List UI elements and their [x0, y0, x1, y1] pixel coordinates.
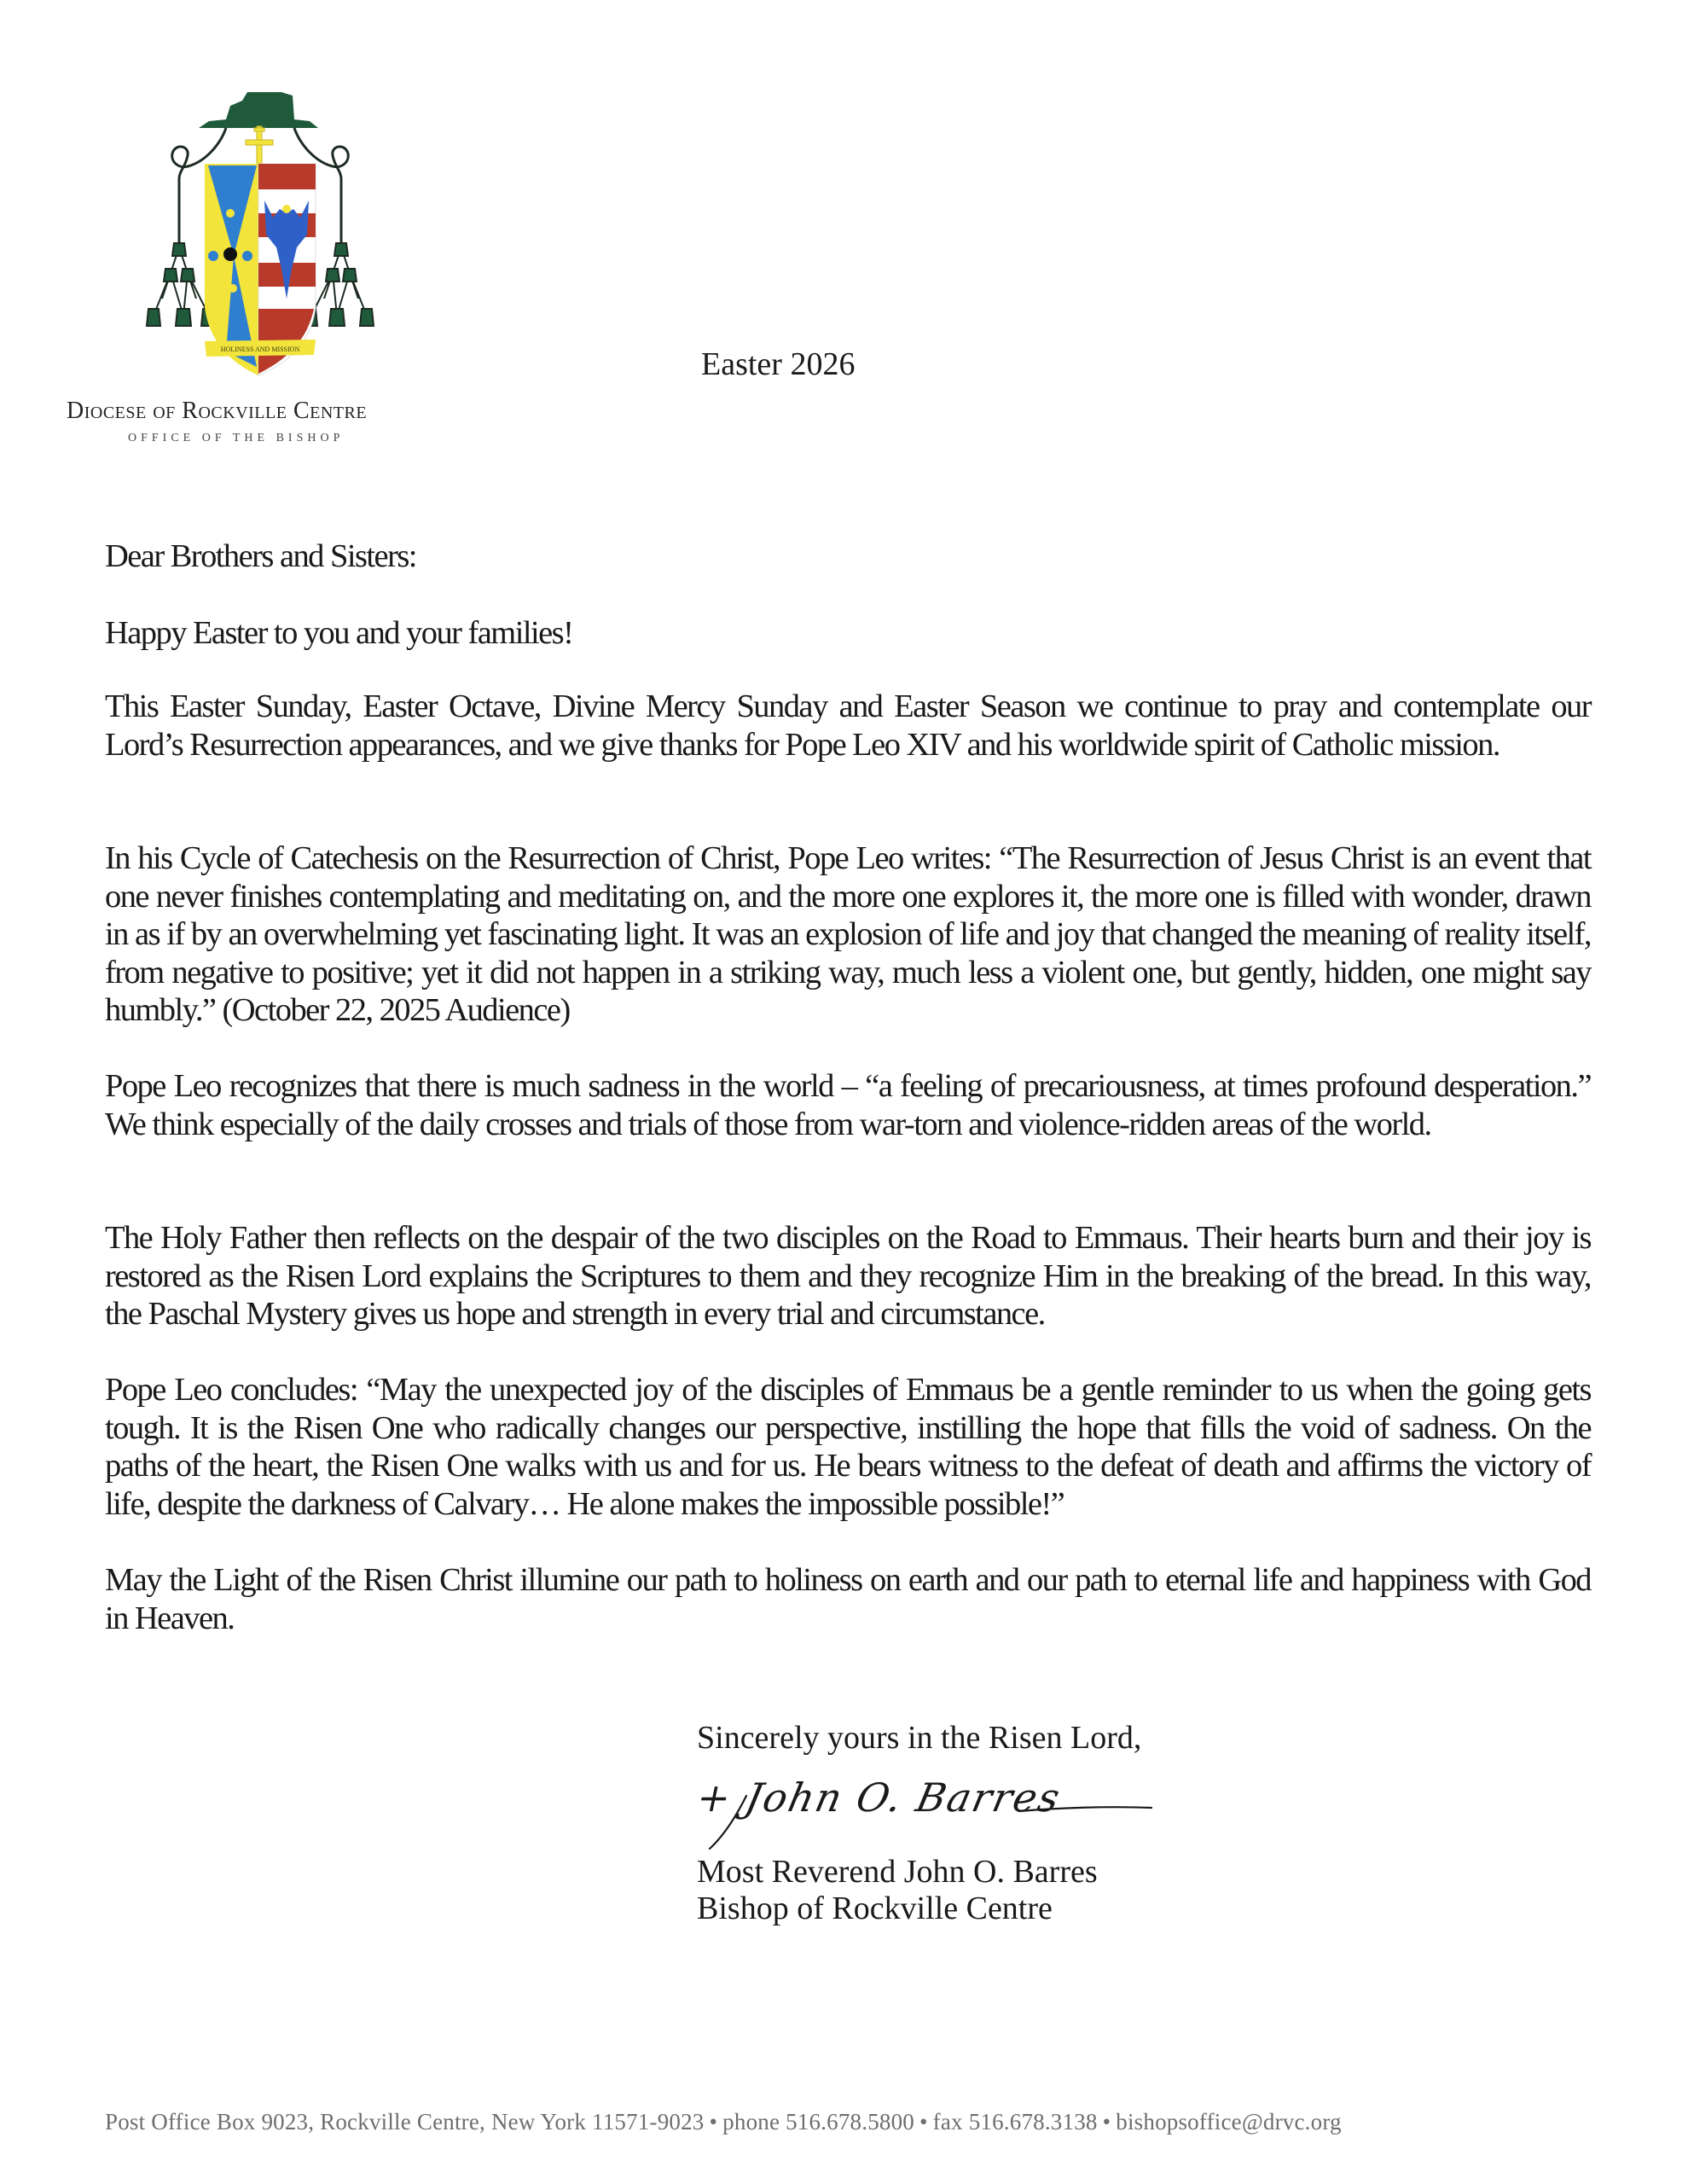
footer-phone: phone 516.678.5800 — [722, 2109, 915, 2135]
signature-flourish — [682, 1770, 1160, 1856]
signatory-name: Most Reverend John O. Barres — [697, 1854, 1098, 1890]
bullet-separator: • — [1102, 2109, 1111, 2135]
valediction: Sincerely yours in the Risen Lord, — [697, 1720, 1142, 1756]
signature-text: + John O. Barres — [693, 1774, 1065, 1821]
paragraph-6: Pope Leo concludes: “May the unexpected joy of the disciples of Emmaus be a gentle reminder to us when the going gets tough. It is the Risen One who radically changes our perspective, instilling the hope that fills the void of sadness. On the paths of the heart, the Risen One walks with us and for us. He bears witness to the defeat of death and affirms the victory of life, despite the darkness of Calvary… He alone makes the impossible possible!” — [105, 1372, 1591, 1522]
motto-scroll — [205, 340, 316, 357]
footer-address: Post Office Box 9023, Rockville Centre, New York 11571-9023 — [105, 2109, 705, 2135]
paragraph-5: The Holy Father then reflects on the despair of the two disciples on the Road to Emmaus. Their hearts burn and their joy is restored as the Risen Lord explains the Scriptures to them and they recognize Him in the breaking of the bread. In this way, the Paschal Mystery gives us hope and strength in every trial and circumstance. — [105, 1220, 1591, 1332]
bullet-separator: • — [709, 2109, 718, 2135]
organization-name: Diocese of Rockville Centre — [67, 398, 368, 424]
footer-contact — [105, 2109, 1342, 2135]
letter-date: Easter 2026 — [701, 346, 856, 382]
footer-fax: fax 516.678.3138 — [932, 2109, 1098, 2135]
salutation: Dear Brothers and Sisters: — [105, 538, 416, 574]
footer-email-link[interactable]: bishopsoffice@drvc.org — [1116, 2109, 1342, 2135]
coat-of-arms-logo — [145, 85, 375, 380]
paragraph-7: May the Light of the Risen Christ illumine our path to holiness on earth and our path to eternal life and happiness with God in Heaven. — [105, 1562, 1591, 1636]
galero-hat-icon — [199, 92, 318, 128]
paragraph-1: Happy Easter to you and your families! — [105, 615, 573, 651]
paragraph-2: This Easter Sunday, Easter Octave, Divine Mercy Sunday and Easter Season we continue to pray and contemplate our Lord’s Resurrection appearances, and we give thanks for Pope Leo XIV and his worldwide spirit of Catholic mission. — [105, 688, 1591, 763]
signatory-title: Bishop of Rockville Centre — [697, 1891, 1053, 1926]
paragraph-3: In his Cycle of Catechesis on the Resurrection of Christ, Pope Leo writes: “The Resurrection of Jesus Christ is an event that one never finishes contemplating and meditating on, and the more one explores it, the more one is filled with wonder, drawn in as if by an overwhelming yet fascinating light. It was an explosion of life and joy that changed the meaning of reality itself, from negative to positive; yet it did not happen in a striking way, much less a violent one, but gently, hidden, one might say humbly.” (October 22, 2025 Audience) — [105, 840, 1591, 1028]
office-name: OFFICE OF THE BISHOP — [128, 432, 345, 444]
bullet-separator: • — [919, 2109, 928, 2135]
crest-motto: HOLINESS AND MISSION — [220, 346, 300, 353]
paragraph-4: Pope Leo recognizes that there is much sadness in the world – “a feeling of precariousness, at times profound desperation.” We think especially of the daily crosses and trials of those from war-torn and violence-ridden areas of the world. — [105, 1068, 1591, 1142]
